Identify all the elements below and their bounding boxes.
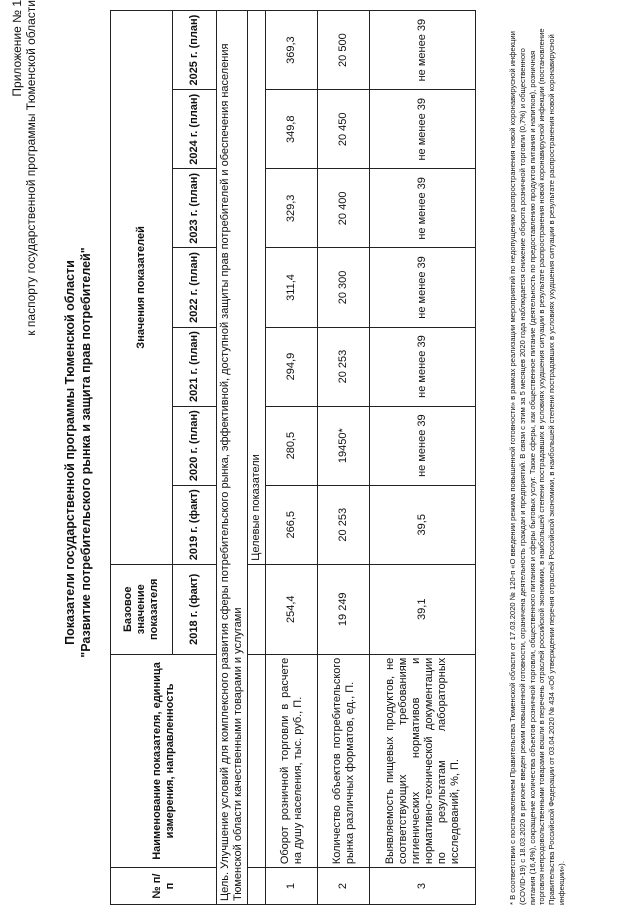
table-row [370, 11, 476, 905]
document-title [62, 0, 94, 905]
header-values: Значения показателей [111, 11, 173, 565]
row-value: 20 253 [318, 327, 370, 406]
row-value: 20 253 [318, 485, 370, 564]
row-value: 39,1 [370, 564, 476, 654]
row-value: 369,3 [266, 11, 318, 90]
row-value: не менее 39 [370, 406, 476, 485]
subheader-text: Целевые показатели [248, 11, 266, 565]
header-year-2020: 2020 г. (план) [173, 406, 217, 485]
header-row-top [111, 11, 173, 905]
row-value: 20 400 [318, 169, 370, 248]
row-value: 266,5 [266, 485, 318, 564]
appendix-line-2: к паспорту государственной программы Тюменской области [24, 0, 38, 336]
row-value: не менее 39 [370, 169, 476, 248]
row-num: 2 [318, 868, 370, 905]
row-value: 20 450 [318, 90, 370, 169]
row-name: Выявляемость пищевых продуктов, не соответствующих требованиям гигиенических нормативов и нормативно-технической документации по результатам лабораторных исследований, %, П. [370, 654, 476, 867]
header-name: Наименование показателя, единица измерения, направленность [111, 654, 217, 867]
row-num: 3 [370, 868, 476, 905]
appendix-line-1: Приложение № 1 [10, 0, 24, 97]
header-year-2018: 2018 г. (факт) [173, 564, 217, 654]
table-row [318, 11, 370, 905]
header-year-2021: 2021 г. (план) [173, 327, 217, 406]
row-value: 311,4 [266, 248, 318, 327]
row-value: 39,5 [370, 485, 476, 564]
row-value: не менее 39 [370, 11, 476, 90]
subheader-row [248, 11, 266, 905]
row-value: 254,4 [266, 564, 318, 654]
row-value: 19 249 [318, 564, 370, 654]
footnote: * В соответствии с постановлением Правительства Тюменской области от 17.03.2020 № 120-п «О введении режима повышенной готовности» в рамках реализации мероприятий по недопущению распространения новой коронавирусной инфекции (COVID-19) с 18.03.2020 в регионе введен режим повышенной готовности, ограничена деятельность граждан и предприятий. В связи с этим за 5 месяцев 2020 года наблюдается снижение оборота розничной торговли (0,7%) и общественного питания (16,4%), сокращение количества объектов розничной торговли, общественного питания и сферы бытовых услуг. Также сферы, как общественное питание (деятельность по предоставлению продуктов питания и напитков), розничная торговля непродовольственными товарами вошли в перечень отраслей российской экономики, в наибольшей степени пострадавших в условиях ухудшения ситуации в результате распространения новой коронавирусной инфекции (постановление Правительства Российской Федерации от 03.04.2020 № 434 «Об утверждении перечня отраслей Российской экономики, в наибольшей степени пострадавших в условиях ухудшения ситуации в результате распространения новой коронавирусной инфекции»). [508, 28, 566, 905]
subheader-empty [248, 868, 266, 905]
row-value: не менее 39 [370, 90, 476, 169]
row-value: 19450* [318, 406, 370, 485]
row-name: Оборот розничной торговли в расчете на душу населения, тыс. руб., П. [266, 654, 318, 867]
goal-text: Цель. Улучшение условий для комплексного развития сферы потребительского рынка, эффективной, доступной защиты прав потребителей и обеспечения населения Тюменской области качественными товарами и услугами [217, 11, 248, 905]
row-value: 349,8 [266, 90, 318, 169]
appendix-note [10, 0, 38, 700]
table-row [266, 11, 318, 905]
header-year-2025: 2025 г. (план) [173, 11, 217, 90]
title-line-1: Показатели государственной программы Тюменской области [63, 260, 77, 645]
header-num: № п/п [111, 868, 217, 905]
row-value: 20 300 [318, 248, 370, 327]
header-year-2023: 2023 г. (план) [173, 169, 217, 248]
header-year-2024: 2024 г. (план) [173, 90, 217, 169]
row-value: 20 500 [318, 11, 370, 90]
row-name: Количество объектов потребительского рынка различных форматов, ед., П. [318, 654, 370, 867]
row-value: не менее 39 [370, 248, 476, 327]
row-value: 329,3 [266, 169, 318, 248]
row-value: 280,5 [266, 406, 318, 485]
row-num: 1 [266, 868, 318, 905]
subheader-empty [248, 564, 266, 654]
header-year-2019: 2019 г. (факт) [173, 485, 217, 564]
goal-row [217, 11, 248, 905]
header-base: Базовое значение показателя [111, 564, 173, 654]
row-value: не менее 39 [370, 327, 476, 406]
subheader-empty [248, 654, 266, 867]
title-line-2: "Развитие потребительского рынка и защита прав потребителей" [79, 247, 93, 658]
row-value: 294,9 [266, 327, 318, 406]
indicators-table [110, 10, 476, 905]
header-year-2022: 2022 г. (план) [173, 248, 217, 327]
